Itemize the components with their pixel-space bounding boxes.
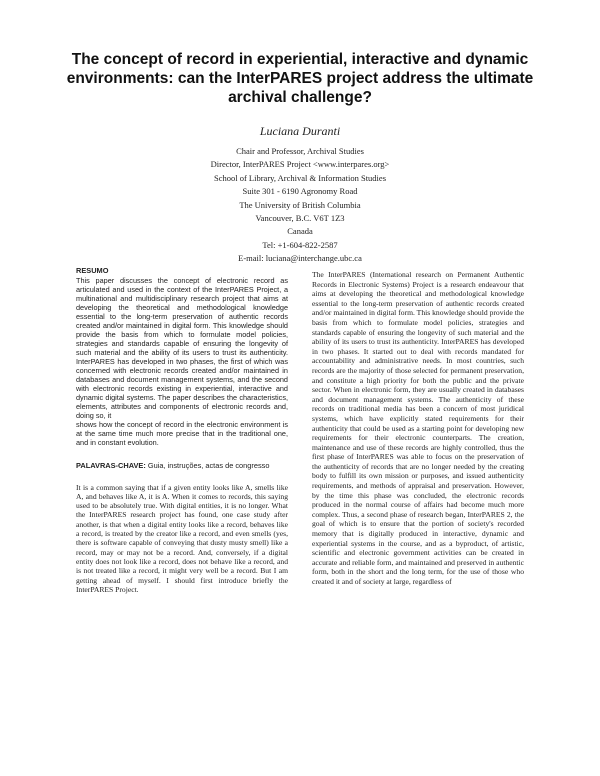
affiliation-line: Canada [287, 226, 313, 237]
paper-title: The concept of record in experiential, interactive and dynamic environments: can the InterPARES project address the ultimate archival challenge? [66, 51, 534, 106]
affiliation-email: E-mail: luciana@interchange.ubc.ca [238, 253, 362, 264]
body-paragraph-right: The InterPARES (International research on Permanent Authentic Records in Electronic Systems) Project is a research endeavour that aims at developing the theoretical and methodological knowledge essential to the long-term preservation of authentic records created and/or maintained in digital form. This knowledge should provide the basis from which to formulate model policies, strategies and standards capable of ensuring the longevity of such material and the ability of its users to trust its authenticity. InterPARES has developed in two phases. It started out to deal with records mandated for accountability and administrative needs. In most countries, such records are the majority of those selected for permanent preservation, and constitute a high priority for both the public and the private sector. When in electronic form, they are usually created in databases and document management systems. The authenticity of these records on traditional media has been a concern of most juridical systems, which have explicitly stated requirements for their authenticity that could be used as a starting point for developing new requirements for their electronic counterparts. The creation, maintenance and use of these records are highly controlled, thus the first phase of InterPARES was able to focus on the preservation of the authenticity of records that are no longer needed by the creating body to fulfill its own mission or purposes, and issued authenticity requirements, and methods of appraisal and preservation. However, by the time this phase was concluded, the electronic records produced in the normal course of affairs had become much more complex. Thus, a second phase of research began, InterPARES 2, the goal of which is to ensure that the portion of society's recorded memory that is digitally produced in interactive, dynamic and experiential systems in the course, and as a byproduct, of artistic, scientific and electronic government activities can be created in accurate and reliable form, and maintained and preserved in authentic form, both in the short and the long term, for the use of those who created it and of society at large, regardless of [312, 270, 524, 586]
abstract-text: This paper discusses the concept of electronic record as articulated and used in the context of the InterPARES Project, a multinational and multidisciplinary research project that aims at developing the theoretical and methodological knowledge essential to the long-term preservation of authentic records created and/or maintained in digital form. This knowledge should provide the basis from which to formulate model policies, strategies and standards capable of ensuring the longevity of such material and the ability of its users to trust its authenticity. InterPARES has developed in two phases, the first of which was concerned with electronic records created and/or maintained in databases and document management systems, and the second with electronic records existing in experiential, interactive and dynamic digital systems. The paper describes the characteristics, elements, attributes and components of electronic records and, doing so, it [76, 276, 288, 421]
abstract-text-continued: shows how the concept of record in the electronic environment is at the same time much more precise that in the traditional one, and in constant evolution. [76, 420, 288, 448]
affiliation-line: Vancouver, B.C. V6T 1Z3 [255, 213, 345, 224]
abstract-heading: RESUMO [76, 266, 109, 275]
affiliation-line: Tel: +1-604-822-2587 [262, 239, 338, 250]
body-paragraph-left: It is a common saying that if a given entity looks like A, smells like A, and behaves like A, it is A. When it comes to records, this saying used to be absolutely true. With digital entities, it is no longer. What the InterPARES research project has found, one case study after another, is that when a digital entity looks like a record, behaves like a record, is treated by the creator like a record, and even smells (yes, there is software capable of conveying that dusty musty smell) like a record, may or may not be a record. And, conversely, if a digital entity does not look like a record, does not behave like a record, and is not treated like a record, it might very well be a record. But I am getting ahead of myself. I should first introduce briefly the InterPARES Project. [76, 482, 288, 594]
keywords [76, 461, 288, 470]
keywords-label: PALAVRAS-CHAVE: [76, 461, 146, 471]
keywords-text: Guia, instruções, actas de congresso [145, 461, 270, 471]
left-column [76, 266, 288, 594]
affiliation-line: Director, InterPARES Project <www.interpares.org> [210, 159, 390, 170]
author-name: Luciana Duranti [259, 124, 341, 138]
author-affiliation [0, 145, 600, 266]
affiliation-line: School of Library, Archival & Information Studies [213, 172, 386, 183]
affiliation-line: The University of British Columbia [239, 199, 361, 210]
affiliation-line: Suite 301 - 6190 Agronomy Road [242, 186, 358, 197]
right-column [312, 270, 524, 587]
affiliation-line: Chair and Professor, Archival Studies [236, 146, 364, 156]
